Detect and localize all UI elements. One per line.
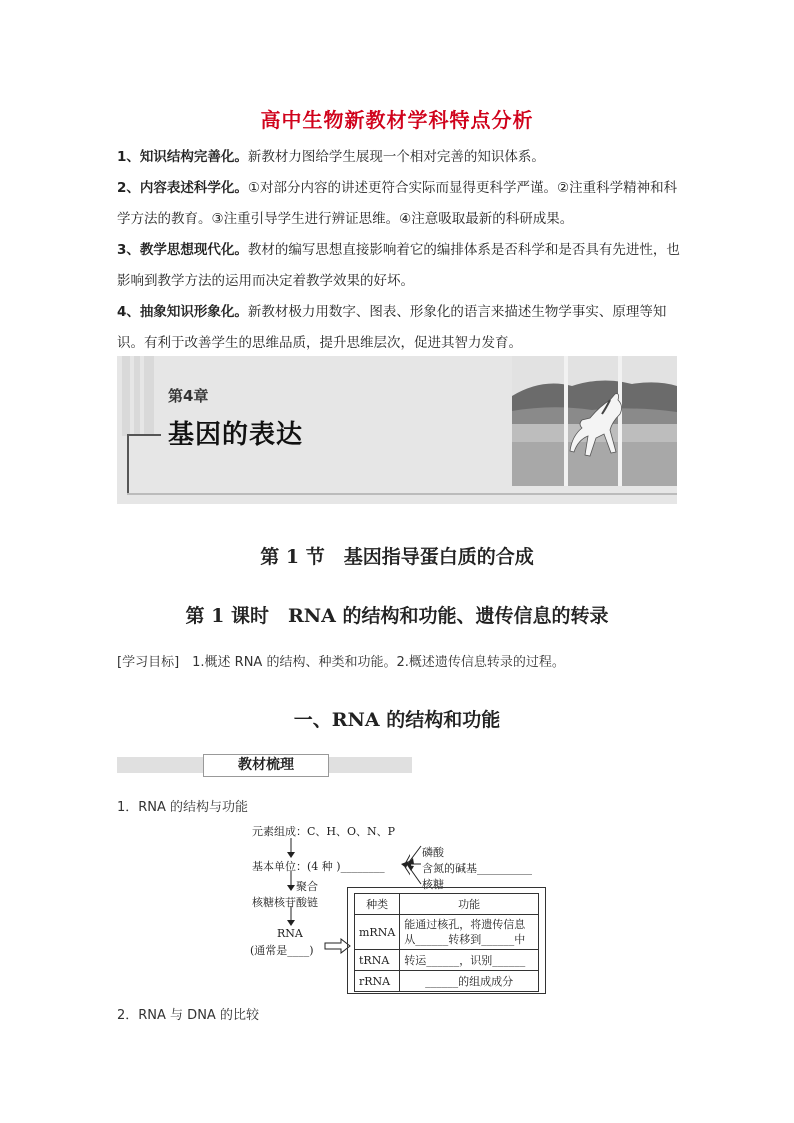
banner-line (127, 434, 129, 494)
diagram-rna: RNA (277, 927, 303, 940)
diagram-rna-note: (通常是____) (250, 944, 314, 957)
table-header-type: 种类 (355, 894, 400, 915)
table-cell-type: rRNA (355, 971, 400, 992)
unit-part-phosphate: 磷酸 (422, 846, 444, 859)
chapter-title: 基因的表达 (168, 420, 304, 450)
table-cell-type: mRNA (355, 915, 400, 950)
box-label: 教材梳理 (203, 754, 329, 777)
section-title: 第 1 节 基因指导蛋白质的合成 (260, 546, 534, 568)
table-cell-function: ______的组成成分 (400, 971, 539, 992)
diagram-elements: 元素组成：C、H、O、N、P (252, 825, 396, 838)
diagram-chain: 核糖核苷酸链 (252, 896, 318, 909)
diagram-polymerize: 聚合 (296, 880, 318, 893)
point-3: 3、教学思想现代化。教材的编写思想直接影响着它的编排体系是否科学和是否具有先进性，也影响到教学方法的运用而决定着教学效果的好坏。 (117, 242, 680, 289)
banner-line (127, 493, 677, 495)
point-1: 1、知识结构完善化。新教材力图给学生展现一个相对完善的知识体系。 (117, 149, 545, 165)
unit-part-base: 含氮的碱基__________ (422, 862, 532, 875)
item-1-heading: 1．RNA 的结构与功能 (117, 800, 249, 815)
table-cell-function: 能通过核孔，将遗传信息从______转移到______中 (400, 915, 539, 950)
lesson-title: 第 1 课时 RNA 的结构和功能、遗传信息的转录 (185, 605, 609, 627)
horse-photo (512, 356, 677, 486)
item-2-heading: 2．RNA 与 DNA 的比较 (117, 1008, 259, 1023)
point-4: 4、抽象知识形象化。新教材极力用数字、图表、形象化的语言来描述生物学事实、原理等知识。有利于改善学生的思维品质，提升思维层次，促进其智力发育。 (117, 304, 667, 351)
point-2: 2、内容表述科学化。①对部分内容的讲述更符合实际而显得更科学严谨。②注重科学精神和科学方法的教育。③注重引导学生进行辨证思维。④注意吸取最新的科研成果。 (117, 180, 678, 227)
function-table (354, 893, 539, 992)
table-header-function: 功能 (400, 894, 539, 915)
banner-line (127, 434, 161, 436)
unit-part-ribose: 核糖 (422, 878, 444, 891)
part-heading: 一、RNA 的结构和功能 (293, 709, 501, 731)
document-title: 高中生物新教材学科特点分析 (260, 108, 534, 132)
chapter-number: 第4章 (168, 387, 209, 405)
table-cell-type: tRNA (355, 950, 400, 971)
diagram-unit: 基本单位：(4 种 )________ (252, 860, 385, 873)
learning-goals: [学习目标] 1.概述 RNA 的结构、种类和功能。2.概述遗传信息转录的过程。 (117, 655, 565, 670)
table-cell-function: 转运______，识别______ (400, 950, 539, 971)
